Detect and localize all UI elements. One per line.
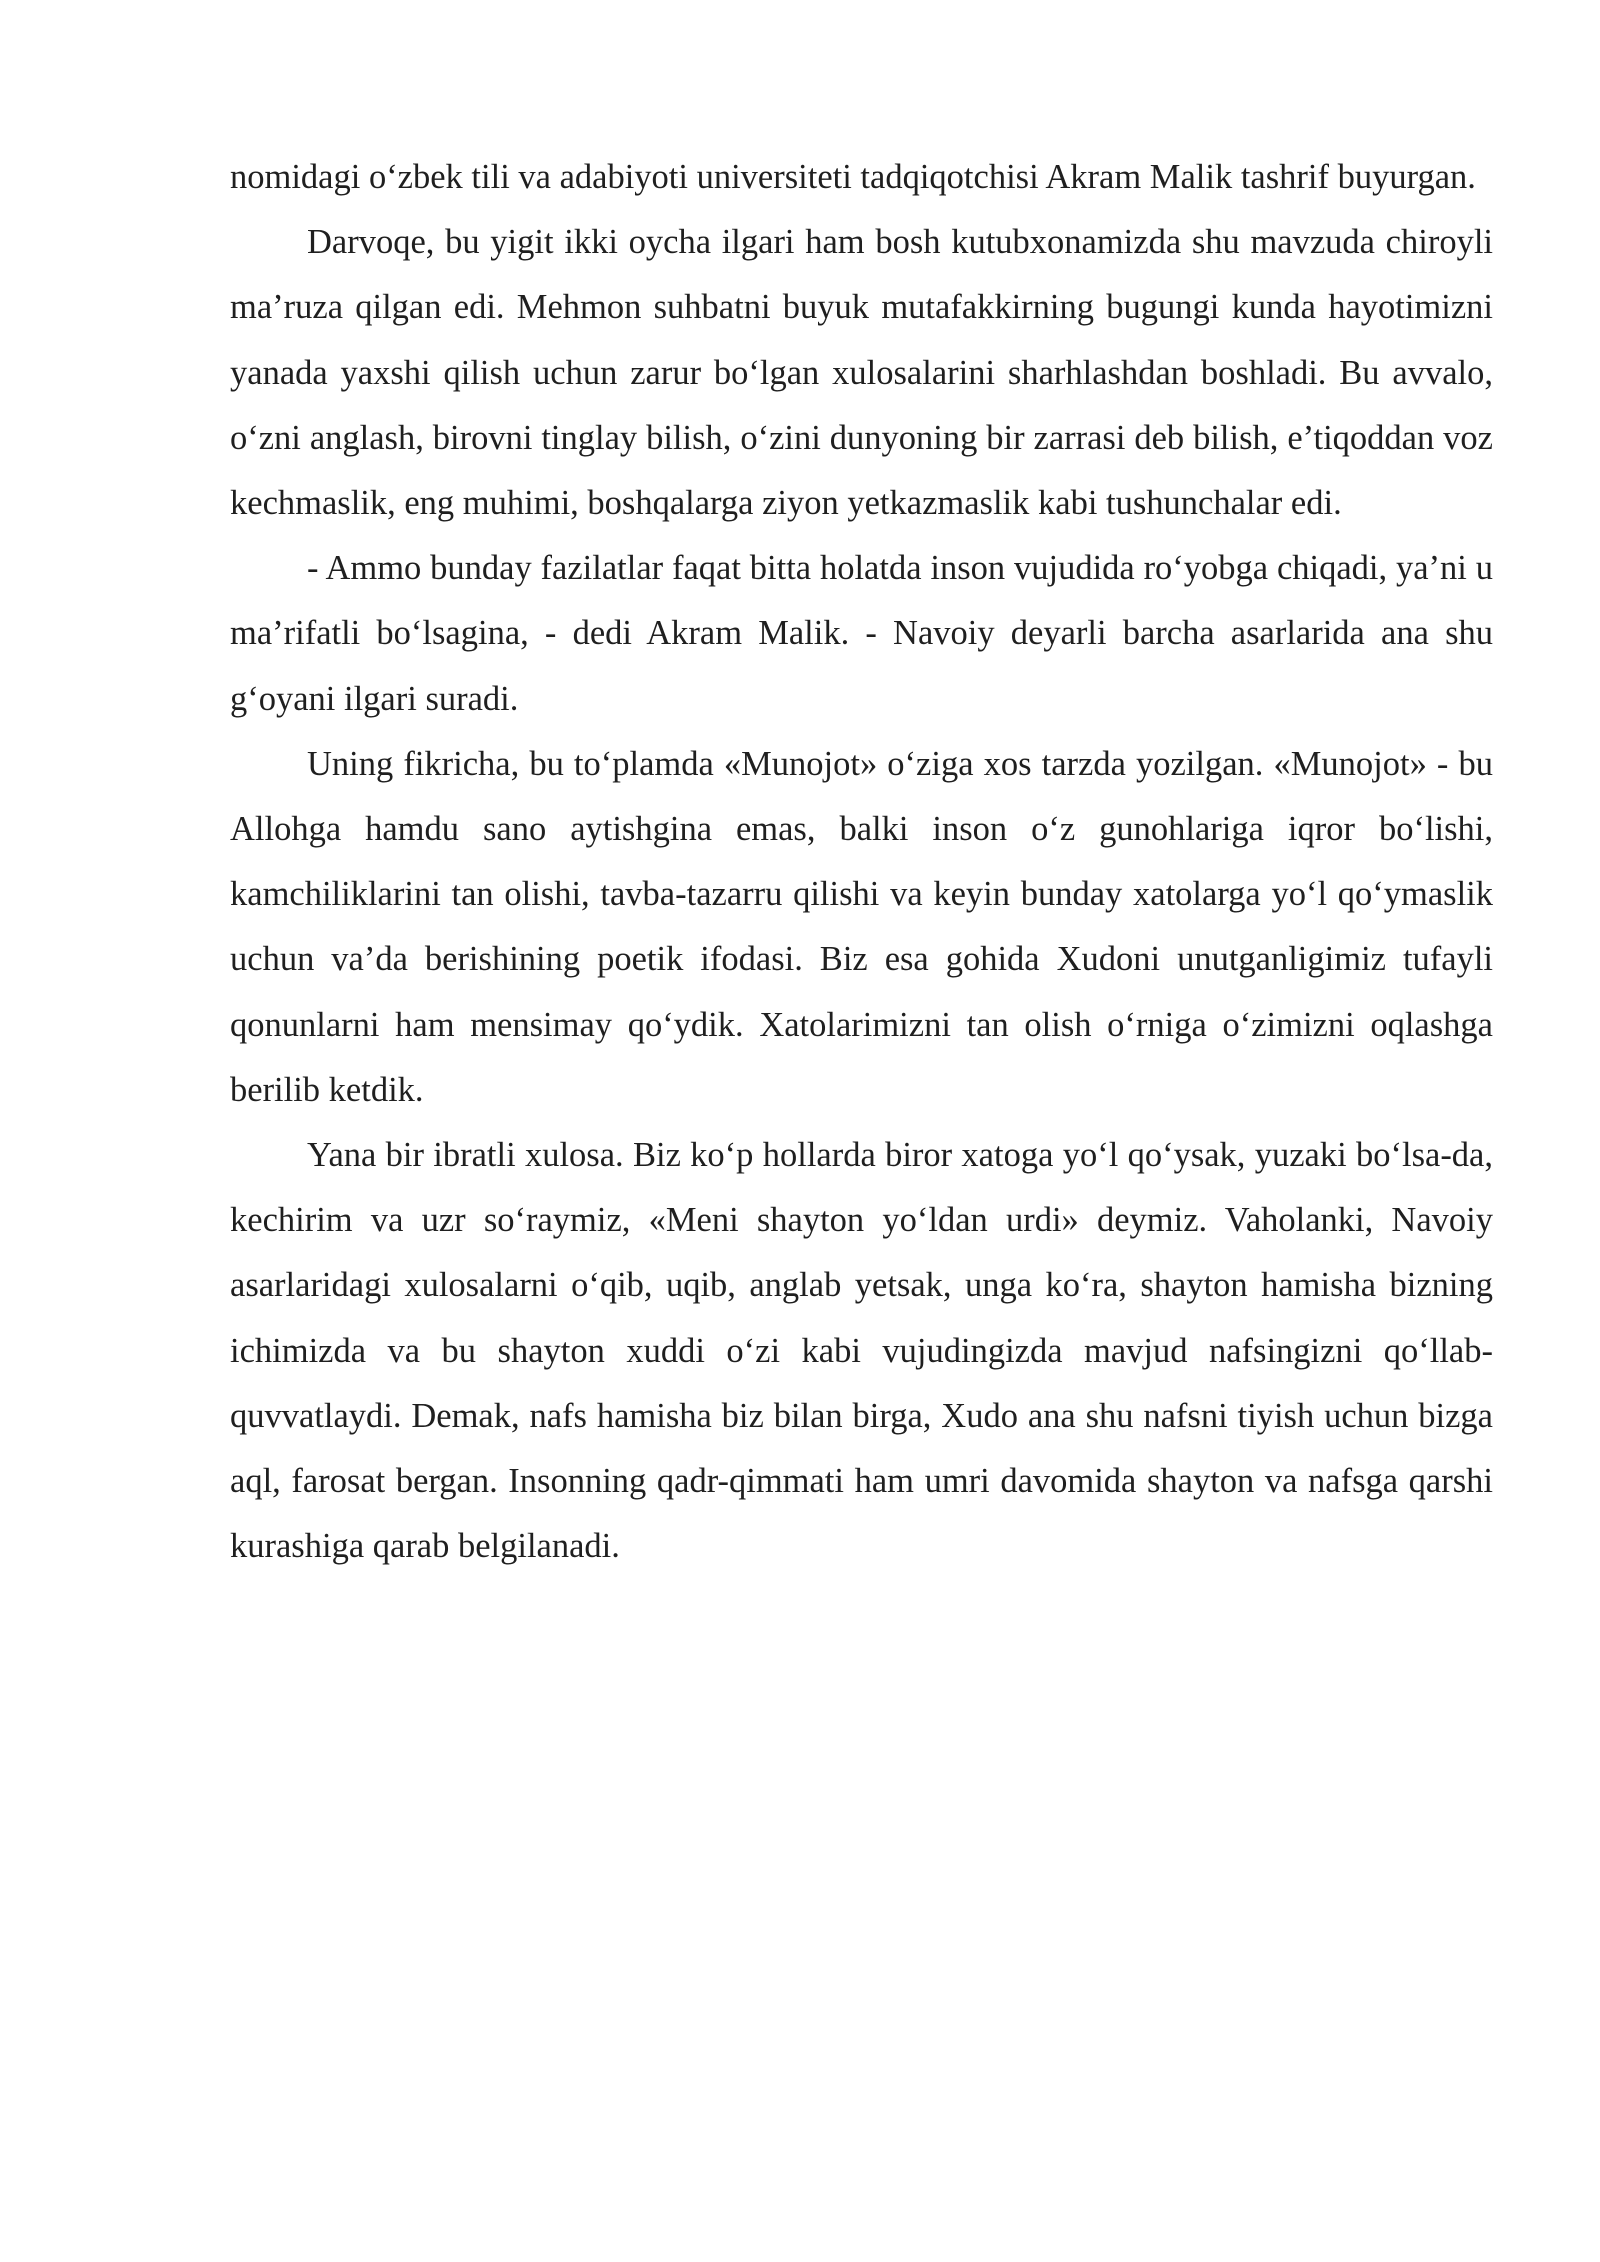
paragraph-4: Uning fikricha, bu to‘plamda «Munojot» o‘ziga xos tarzda yozilgan. «Munojot» - bu Allohga hamdu sano aytishgina emas, balki inson o‘z gunohlariga iqror bo‘lishi, kamchiliklarini tan olishi, tavba-tazarru qilishi va keyin bunday xatolarga yo‘l qo‘ymaslik uchun va’da berishining poetik ifodasi. Biz esa gohida Xudoni unutganligimiz tufayli qonunlarni ham mensimay qo‘ydik. Xatolarimizni tan olish o‘rniga o‘zimizni oqlashga berilib ketdik.	[230, 744, 1493, 1109]
paragraph-3: - Ammo bunday fazilatlar faqat bitta holatda inson vujudida ro‘yobga chiqadi, ya’ni u ma’rifatli bo‘lsagina, - dedi Akram Malik. - Navoiy deyarli barcha asarlarida ana shu g‘oyani ilgari suradi.	[230, 549, 1493, 718]
paragraph-1: nomidagi o‘zbek tili va adabiyoti universiteti tadqiqotchisi Akram Malik tashrif buyurgan.	[230, 158, 1476, 196]
paragraph-5: Yana bir ibratli xulosa. Biz ko‘p hollarda biror xatoga yo‘l qo‘ysak, yuzaki bo‘lsa-da, kechirim va uzr so‘raymiz, «Meni shayton yo‘ldan urdi» deymiz. Vaholanki, Navoiy asarlaridagi xulosalarni o‘qib, uqib, anglab yetsak, unga ko‘ra, shayton hamisha bizning ichimizda va bu shayton xuddi o‘zi kabi vujudingizda mavjud nafsingizni qo‘llab-quvvatlaydi. Demak, nafs hamisha biz bilan birga, Xudo ana shu nafsni tiyish uchun bizga aql, farosat bergan. Insonning qadr-qimmati ham umri davomida shayton va nafsga qarshi kurashiga qarab belgilanadi.	[230, 1136, 1493, 1566]
document-page	[230, 145, 1493, 1579]
paragraph-2: Darvoqe, bu yigit ikki oycha ilgari ham bosh kutubxonamizda shu mavzuda chiroyli ma’ruza qilgan edi. Mehmon suhbatni buyuk mutafakkirning bugungi kunda hayotimizni yanada yaxshi qilish uchun zarur bo‘lgan xulosalarini sharhlashdan boshladi. Bu avvalo, o‘zni anglash, birovni tinglay bilish, o‘zini dunyoning bir zarrasi deb bilish, e’tiqoddan voz kechmaslik, eng muhimi, boshqalarga ziyon yetkazmaslik kabi tushunchalar edi.	[230, 223, 1493, 523]
